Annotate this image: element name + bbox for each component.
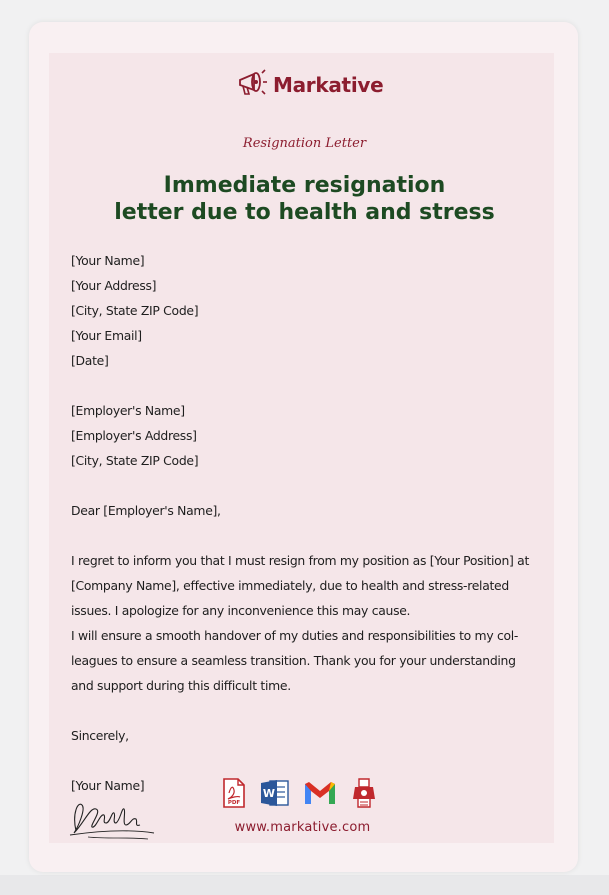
print-icon[interactable] xyxy=(350,777,378,813)
recipient-name: [Employer's Name] xyxy=(71,403,185,418)
megaphone-icon xyxy=(236,67,270,103)
svg-text:PDF: PDF xyxy=(227,800,241,806)
body-line: [Company Name], effective immediately, due to health and stress-related xyxy=(71,578,509,593)
letter-date: [Date] xyxy=(71,353,109,368)
letter-body xyxy=(71,248,545,798)
brand-name: Markative xyxy=(273,73,384,97)
sender-address: [Your Address] xyxy=(71,278,157,293)
recipient-city: [City, State ZIP Code] xyxy=(71,453,199,468)
website-link[interactable]: www.markative.com xyxy=(234,820,371,835)
body-line: I will ensure a smooth handover of my duties and responsibilities to my col- xyxy=(71,628,519,643)
body-line: issues. I apologize for any inconvenience this may cause. xyxy=(71,603,411,618)
sender-name: [Your Name] xyxy=(71,253,145,268)
document-subtitle: Resignation Letter xyxy=(242,136,367,151)
svg-text:W: W xyxy=(262,787,276,800)
signature-image xyxy=(68,793,158,845)
body-line: I regret to inform you that I must resign from my position as [Your Position] at xyxy=(71,553,530,568)
page-title xyxy=(80,172,529,226)
signature-name: [Your Name] xyxy=(71,778,145,793)
salutation: Dear [Employer's Name], xyxy=(71,503,221,518)
pdf-icon[interactable] xyxy=(221,778,247,812)
background-strip xyxy=(0,875,609,895)
sender-city: [City, State ZIP Code] xyxy=(71,303,199,318)
word-icon[interactable] xyxy=(260,778,290,812)
gmail-icon[interactable] xyxy=(303,780,337,810)
body-line: leagues to ensure a seamless transition. Thank you for your understanding xyxy=(71,653,516,668)
title-line-1: Immediate resignation xyxy=(163,173,446,198)
body-line: and support during this difficult time. xyxy=(71,678,291,693)
download-icons xyxy=(221,777,391,813)
brand-logo[interactable] xyxy=(236,68,383,102)
title-line-2: letter due to health and stress xyxy=(114,200,495,225)
sender-email: [Your Email] xyxy=(71,328,142,343)
recipient-address: [Employer's Address] xyxy=(71,428,197,443)
closing: Sincerely, xyxy=(71,728,129,743)
